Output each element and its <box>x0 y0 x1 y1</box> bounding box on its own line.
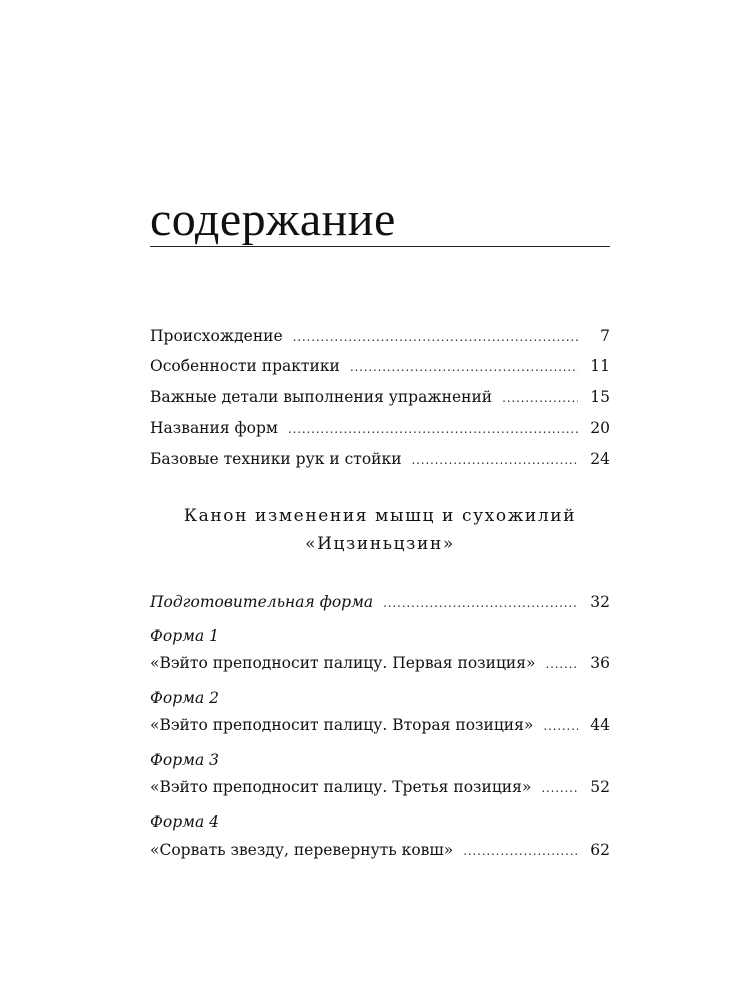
toc-entry-page: 7 <box>600 327 610 345</box>
toc-entry-page: 36 <box>590 654 610 672</box>
form-label: Форма 1 <box>150 627 220 645</box>
form-label: Форма 3 <box>150 751 220 769</box>
toc-entry-page: 32 <box>590 593 610 611</box>
toc-entry-label: «Вэйто преподносит палицу. Первая позиция» <box>150 654 536 672</box>
toc-entry-page: 15 <box>590 388 610 406</box>
dot-leader <box>412 448 578 472</box>
toc-entry-label: Особенности практики <box>150 357 340 375</box>
dot-leader <box>383 591 578 615</box>
toc-entry-page: 20 <box>590 419 610 437</box>
dot-leader <box>463 839 578 863</box>
toc-entry-page: 24 <box>590 450 610 468</box>
toc-entry-page: 44 <box>590 716 610 734</box>
toc-entry[interactable] <box>150 651 610 675</box>
dot-leader <box>293 325 578 349</box>
toc-entry[interactable] <box>150 775 610 799</box>
toc-entry-label: Подготовительная форма <box>150 593 374 611</box>
toc-entry-label: Происхождение <box>150 327 283 345</box>
dot-leader <box>546 652 578 676</box>
toc-entry-preparatory[interactable] <box>150 590 610 614</box>
page-title: содержание <box>150 193 396 246</box>
toc-entry-label: «Сорвать звезду, перевернуть ковш» <box>150 841 454 859</box>
toc-entry-label: Названия форм <box>150 419 278 437</box>
form-label: Форма 2 <box>150 689 220 707</box>
toc-entry-label: Базовые техники рук и стойки <box>150 450 402 468</box>
dot-leader <box>541 776 578 800</box>
dot-leader <box>502 386 578 410</box>
dot-leader <box>288 417 578 441</box>
toc-entry[interactable] <box>150 385 610 409</box>
toc-entry[interactable] <box>150 838 610 862</box>
toc-entry[interactable] <box>150 324 610 348</box>
toc-entry-label: «Вэйто преподносит палицу. Вторая позиция» <box>150 716 534 734</box>
toc-entry-page: 62 <box>590 841 610 859</box>
toc-entry-page: 52 <box>590 778 610 796</box>
form-label: Форма 4 <box>150 813 220 831</box>
toc-entry-label: «Вэйто преподносит палицу. Третья позиция» <box>150 778 532 796</box>
dot-leader <box>543 714 578 738</box>
dot-leader <box>350 355 578 379</box>
toc-entry[interactable] <box>150 713 610 737</box>
section-heading-line-1: Канон изменения мышц и сухожилий <box>183 506 577 526</box>
toc-entry-page: 11 <box>590 357 610 375</box>
toc-entry[interactable] <box>150 416 610 440</box>
toc-entry[interactable] <box>150 354 610 378</box>
toc-page <box>150 0 610 1000</box>
toc-entry[interactable] <box>150 447 610 471</box>
title-divider <box>150 246 610 247</box>
toc-entry-label: Важные детали выполнения упражнений <box>150 388 493 406</box>
section-heading-line-2: «Ицзиньцзин» <box>305 534 455 554</box>
